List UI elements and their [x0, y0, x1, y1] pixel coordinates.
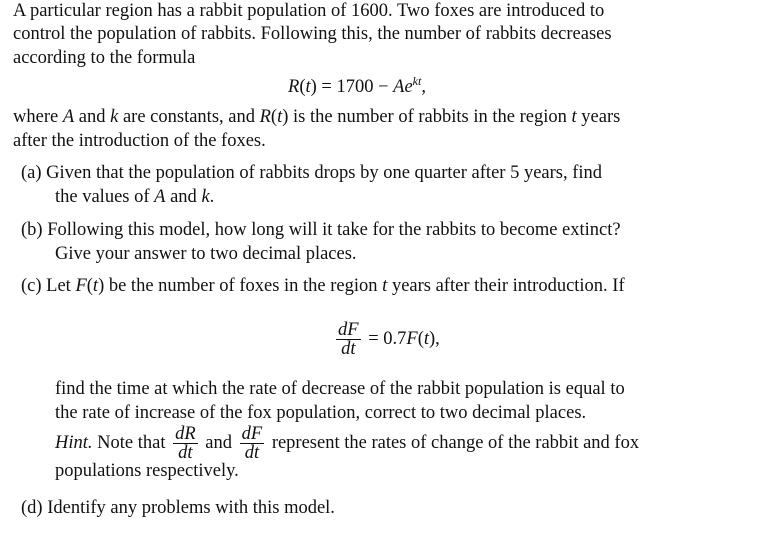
- text-segment: according to the formula: [13, 48, 196, 68]
- text-segment: (d) Identify any problems with this model.: [21, 498, 335, 518]
- intro-line: [13, 0, 604, 22]
- part-d: [21, 497, 335, 519]
- text-segment: the values of: [55, 187, 155, 207]
- text-segment: and: [200, 432, 237, 453]
- text-segment: .: [209, 187, 215, 207]
- part-c: [21, 275, 625, 297]
- math-symbol: R: [259, 107, 271, 127]
- text-segment: find the time at which the rate of decrease of the rabbit population is equal to: [55, 379, 625, 399]
- text-segment: (a) Given that the population of rabbits drops by one quarter after 5 years, find: [21, 163, 603, 183]
- part-c: [55, 378, 625, 400]
- text-segment: (: [86, 276, 93, 296]
- math-symbol: k: [110, 107, 119, 127]
- intro-line: [13, 47, 195, 69]
- text-segment: and: [74, 107, 111, 127]
- math-symbol: F: [75, 276, 87, 296]
- denominator: dt: [178, 443, 193, 463]
- math-symbol: t: [92, 276, 99, 296]
- text-segment: (: [299, 77, 306, 98]
- part-a: [21, 162, 602, 184]
- numerator: dR: [175, 424, 196, 444]
- denominator: dt: [341, 339, 356, 359]
- math-symbol: t: [571, 107, 577, 127]
- text-segment: populations respectively.: [55, 461, 239, 481]
- math-symbol: t: [305, 77, 311, 98]
- text-segment: (: [417, 328, 424, 349]
- text-segment: represent the rates of change of the rabbit and fox: [267, 432, 640, 453]
- hint-line: [55, 460, 239, 482]
- text-segment: Give your answer to two decimal places.: [55, 244, 357, 264]
- text-segment: ) = 1700 −: [310, 77, 394, 98]
- text-segment: control the population of rabbits. Following this, the number of rabbits decreases: [13, 24, 612, 44]
- math-symbol: R: [288, 77, 300, 98]
- text-segment: ) be the number of foxes in the region: [98, 276, 383, 296]
- definition-line: [13, 106, 620, 128]
- math-symbol: Ae: [393, 77, 413, 98]
- part-c: [55, 402, 586, 424]
- math-symbol: A: [154, 187, 166, 207]
- math-symbol: A: [62, 107, 75, 127]
- numerator: dF: [338, 320, 359, 340]
- text-segment: (b) Following this model, how long will it take for the rabbits to become extinct?: [21, 220, 621, 240]
- text-segment: ) is the number of rabbits in the region: [282, 107, 572, 127]
- text-segment: years after their introduction. If: [387, 276, 625, 296]
- intro-line: [13, 23, 612, 45]
- fraction: [240, 425, 265, 462]
- text-segment: (c) Let: [21, 276, 76, 296]
- text-segment: are constants, and: [118, 107, 260, 127]
- text-segment: ,: [421, 77, 426, 98]
- text-segment: = 0.7: [363, 328, 407, 349]
- math-symbol: F: [406, 328, 418, 349]
- text-segment: years: [576, 107, 621, 127]
- text-segment: after the introduction of the foxes.: [13, 131, 266, 151]
- formula-dfdt: [333, 321, 440, 358]
- part-b: [21, 219, 621, 241]
- math-symbol: Hint.: [55, 432, 93, 453]
- text-segment: and: [165, 187, 202, 207]
- math-symbol: t: [423, 328, 429, 349]
- fraction: [336, 321, 361, 358]
- math-symbol: t: [382, 276, 388, 296]
- part-b: [55, 243, 357, 265]
- text-segment: (: [270, 107, 278, 127]
- denominator: dt: [244, 443, 260, 463]
- formula-rt: [288, 70, 426, 98]
- fraction: [173, 425, 198, 462]
- text-segment: Note that: [92, 432, 171, 453]
- math-symbol: k: [201, 187, 210, 207]
- hint-line: [55, 425, 639, 462]
- text-segment: where: [13, 107, 63, 127]
- text-segment: ),: [429, 328, 440, 349]
- text-segment: the rate of increase of the fox population, correct to two decimal places.: [55, 403, 587, 423]
- part-a: [55, 186, 214, 208]
- math-symbol: kt: [412, 74, 422, 88]
- numerator: dF: [241, 424, 263, 444]
- math-symbol: t: [277, 107, 283, 127]
- text-segment: A particular region has a rabbit population of 1600. Two foxes are introduced to: [13, 1, 605, 21]
- definition-line: [13, 130, 266, 152]
